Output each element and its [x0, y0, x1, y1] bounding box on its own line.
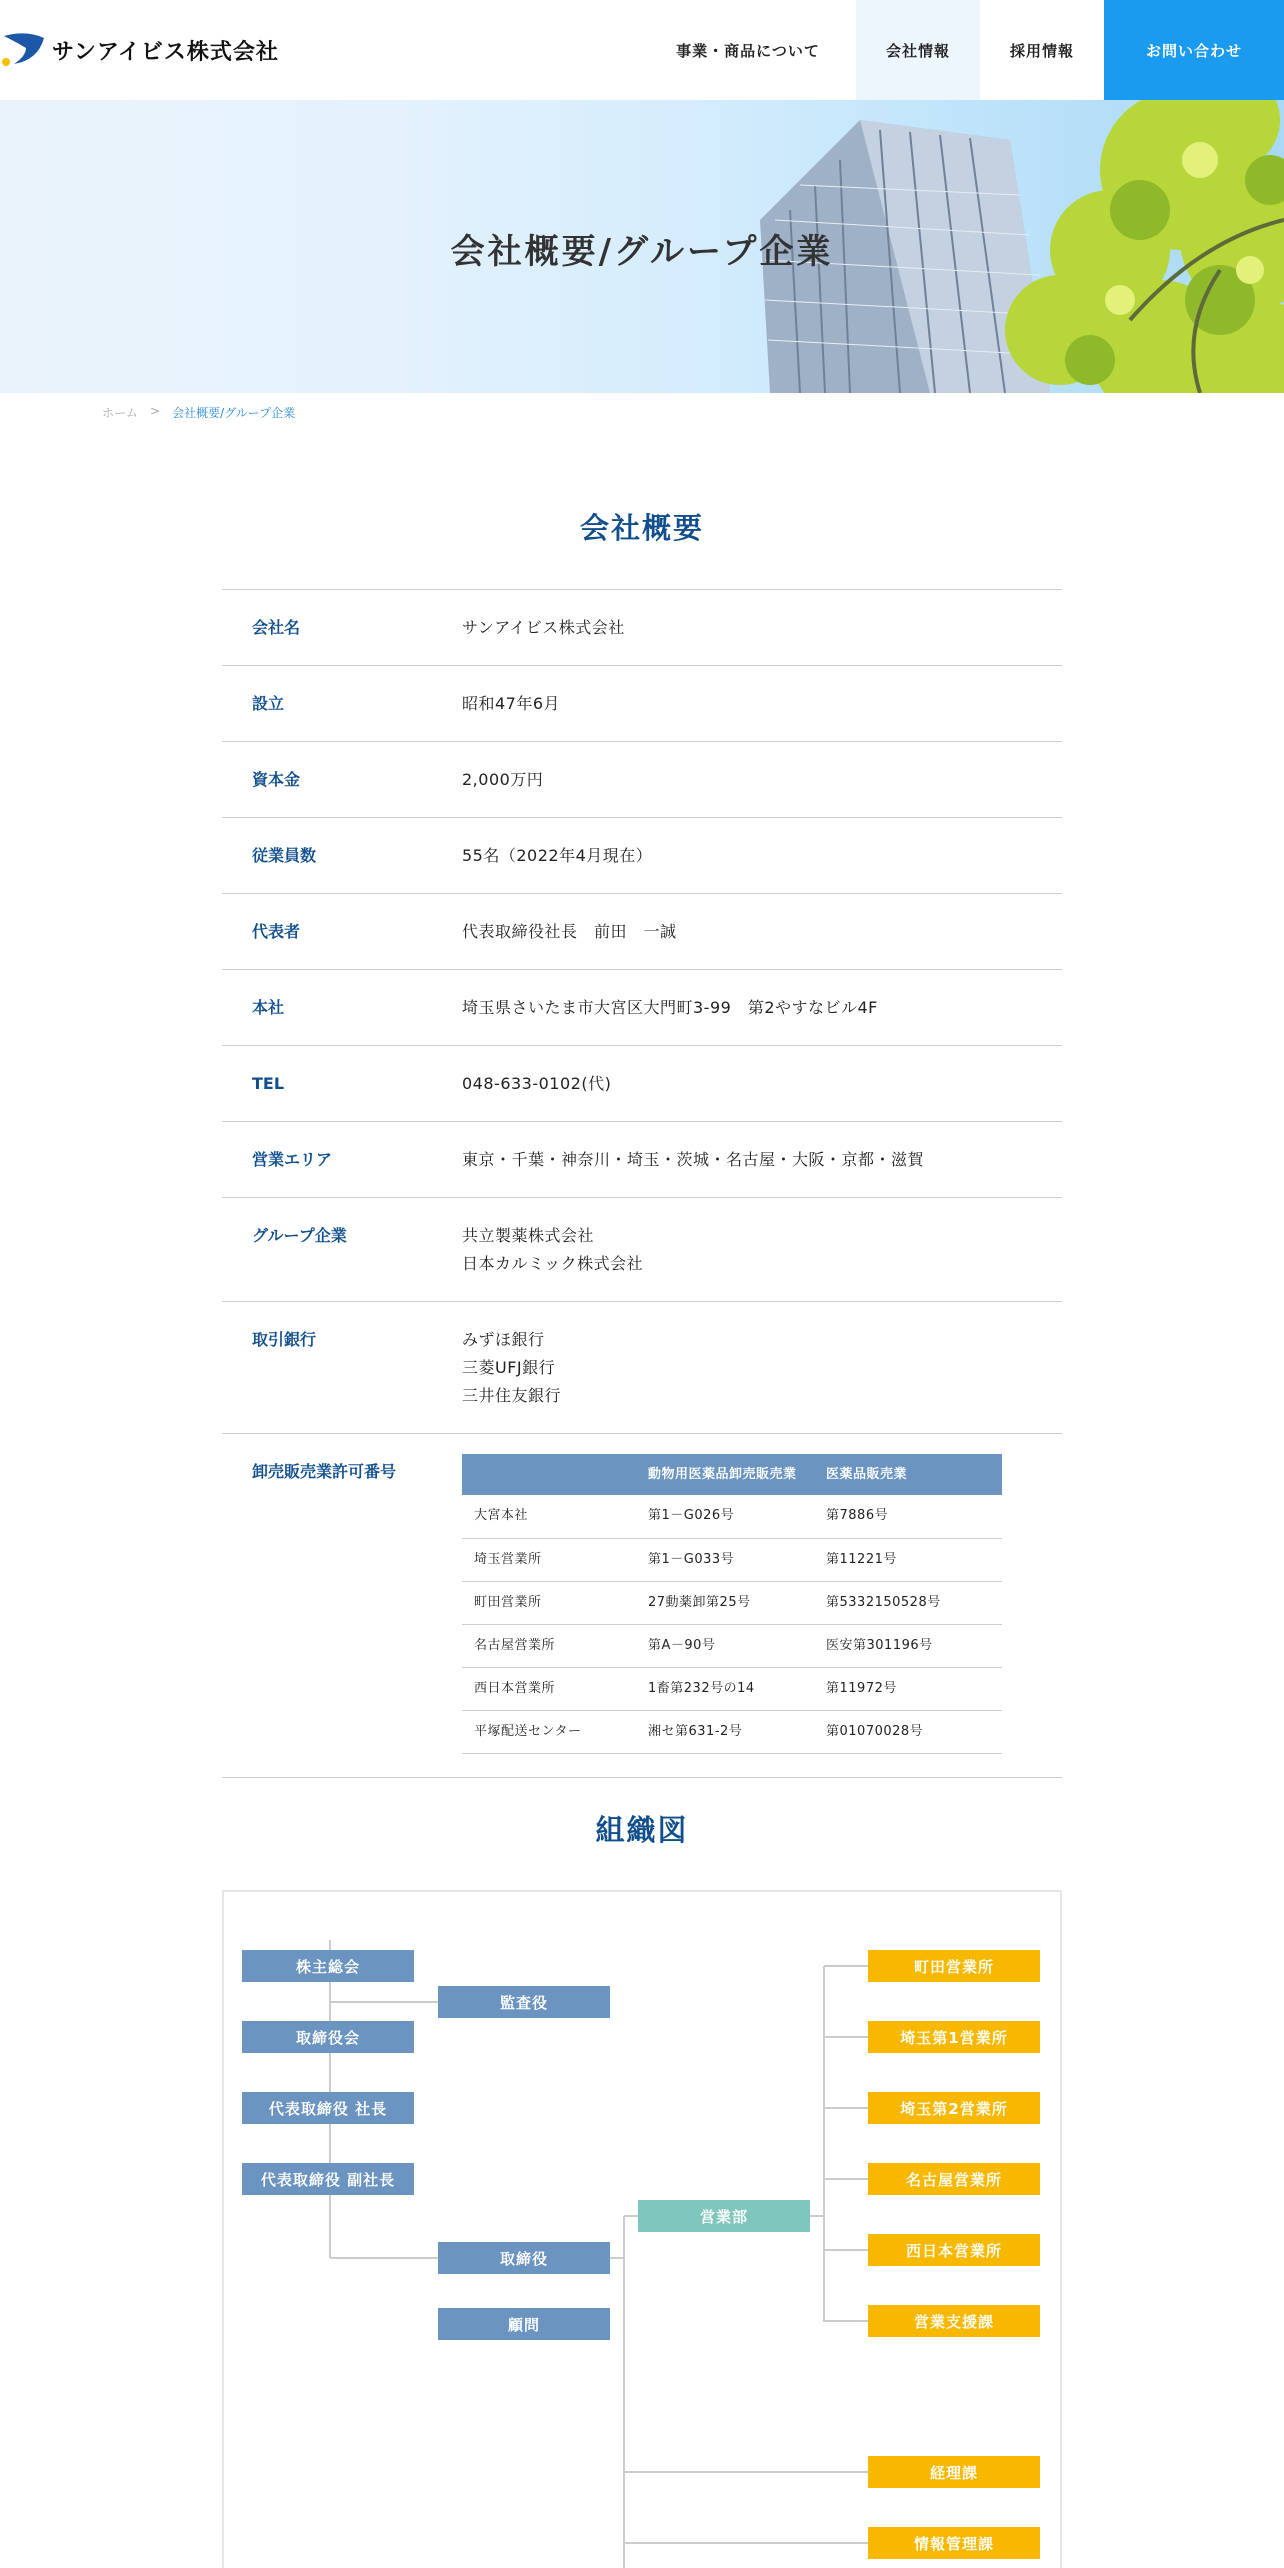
hero-banner	[0, 100, 1284, 393]
org-box-advisor: 顧問	[438, 2308, 610, 2340]
license-cell: 医安第301196号	[814, 1624, 1002, 1667]
license-cell: 西日本営業所	[462, 1667, 636, 1710]
company-row	[222, 742, 1062, 818]
value-line: 日本カルミック株式会社	[462, 1254, 644, 1273]
row-value	[462, 1458, 1062, 1757]
page-title: 会社概要/グループ企業	[450, 232, 834, 272]
row-label: 本社	[252, 998, 285, 1017]
org-box-branch: 営業支援課	[868, 2305, 1040, 2337]
org-box-branch: 埼玉第1営業所	[868, 2021, 1040, 2053]
license-header-cell	[462, 1454, 636, 1495]
org-box-president: 代表取締役 社長	[242, 2092, 414, 2124]
value-line: 埼玉県さいたま市大宮区大門町3-99 第2やすなビル4F	[462, 998, 878, 1017]
row-value	[462, 1326, 1062, 1410]
license-cell: 27動薬卸第25号	[636, 1581, 814, 1624]
license-cell: 第7886号	[814, 1495, 1002, 1538]
row-label: 営業エリア	[252, 1150, 333, 1169]
row-value	[462, 1222, 1062, 1278]
license-cell: 埼玉営業所	[462, 1538, 636, 1581]
nav-company[interactable]: 会社情報	[856, 0, 980, 100]
license-cell: 第A－90号	[636, 1624, 814, 1667]
license-cell: 湘セ第631-2号	[636, 1710, 814, 1753]
org-box-director: 取締役	[438, 2242, 610, 2274]
company-row	[222, 590, 1062, 666]
company-row	[222, 894, 1062, 970]
row-label: グループ企業	[252, 1226, 347, 1245]
company-row	[222, 1122, 1062, 1198]
value-line: 共立製薬株式会社	[462, 1226, 595, 1245]
org-box-board: 取締役会	[242, 2021, 414, 2053]
row-label: 従業員数	[252, 846, 317, 865]
row-label: 卸売販売業許可番号	[252, 1462, 397, 1481]
org-section-title: 組織図	[595, 1813, 689, 1847]
nav-contact-button[interactable]: お問い合わせ	[1104, 0, 1284, 100]
license-row	[462, 1667, 1002, 1710]
license-header-row	[462, 1454, 1002, 1495]
org-box-shareholders: 株主総会	[242, 1950, 414, 1982]
company-row	[222, 1302, 1062, 1434]
logo[interactable]	[0, 28, 279, 72]
breadcrumb-separator: >	[150, 404, 161, 418]
license-header-cell: 医薬品販売業	[814, 1454, 1002, 1495]
row-label: 資本金	[252, 770, 301, 789]
org-box-info-management: 情報管理課	[868, 2527, 1040, 2559]
breadcrumb-home[interactable]: ホーム	[102, 406, 139, 420]
row-label: 会社名	[252, 618, 301, 637]
row-label: TEL	[252, 1074, 285, 1093]
org-box-branch: 町田営業所	[868, 1950, 1040, 1982]
company-row	[222, 1046, 1062, 1122]
company-row	[222, 970, 1062, 1046]
license-cell: 第1－G033号	[636, 1538, 814, 1581]
license-row	[462, 1624, 1002, 1667]
company-section-title: 会社概要	[579, 511, 704, 545]
value-line: 三菱UFJ銀行	[462, 1358, 556, 1377]
company-table	[222, 589, 1062, 1778]
license-cell: 町田営業所	[462, 1581, 636, 1624]
company-row-license	[222, 1434, 1062, 1778]
org-box-branch: 埼玉第2営業所	[868, 2092, 1040, 2124]
value-line: みずほ銀行	[462, 1330, 545, 1349]
org-box-vice-president: 代表取締役 副社長	[242, 2163, 414, 2195]
breadcrumb	[102, 404, 295, 421]
row-value	[462, 1070, 1062, 1098]
license-header-cell: 動物用医薬品卸売販売業	[636, 1454, 814, 1495]
row-label: 設立	[252, 694, 285, 713]
row-value	[462, 842, 1062, 870]
license-table	[462, 1454, 1002, 1754]
row-value	[462, 614, 1062, 642]
license-cell: 第11972号	[814, 1667, 1002, 1710]
company-row	[222, 1198, 1062, 1302]
row-label: 取引銀行	[252, 1330, 317, 1349]
value-line: 2,000万円	[462, 770, 544, 789]
org-box-accounting: 経理課	[868, 2456, 1040, 2488]
license-cell: 平塚配送センター	[462, 1710, 636, 1753]
value-line: 048-633-0102(代)	[462, 1074, 612, 1093]
value-line: 代表取締役社長 前田 一誠	[462, 922, 677, 941]
license-cell: 名古屋営業所	[462, 1624, 636, 1667]
license-cell: 第5332150528号	[814, 1581, 1002, 1624]
org-chart	[222, 1890, 1062, 2568]
org-box-branch: 名古屋営業所	[868, 2163, 1040, 2195]
row-value	[462, 918, 1062, 946]
row-value	[462, 994, 1062, 1022]
org-box-sales-dept: 営業部	[638, 2200, 810, 2232]
row-value	[462, 690, 1062, 718]
row-value	[462, 766, 1062, 794]
main-nav	[640, 0, 1284, 100]
nav-business[interactable]: 事業・商品について	[676, 41, 820, 60]
license-cell: 第1－G026号	[636, 1495, 814, 1538]
value-line: 昭和47年6月	[462, 694, 561, 713]
value-line: 55名（2022年4月現在）	[462, 846, 653, 865]
license-row	[462, 1581, 1002, 1624]
license-cell: 第11221号	[814, 1538, 1002, 1581]
license-cell: 第01070028号	[814, 1710, 1002, 1753]
license-cell: 1畜第232号の14	[636, 1667, 814, 1710]
breadcrumb-current: 会社概要/グループ企業	[172, 406, 296, 420]
logo-mark-icon	[0, 30, 48, 70]
license-row	[462, 1495, 1002, 1538]
nav-recruit[interactable]: 採用情報	[1009, 41, 1074, 60]
row-label: 代表者	[252, 922, 301, 941]
site-header	[0, 0, 1284, 100]
row-value	[462, 1146, 1062, 1174]
value-line: 三井住友銀行	[462, 1386, 562, 1405]
company-row	[222, 666, 1062, 742]
company-row	[222, 818, 1062, 894]
value-line: サンアイビス株式会社	[462, 618, 625, 637]
license-cell: 大宮本社	[462, 1495, 636, 1538]
license-row	[462, 1538, 1002, 1581]
org-box-branch: 西日本営業所	[868, 2234, 1040, 2266]
value-line: 東京・千葉・神奈川・埼玉・茨城・名古屋・大阪・京都・滋賀	[462, 1150, 925, 1169]
logo-text: サンアイビス株式会社	[52, 39, 279, 65]
license-row	[462, 1710, 1002, 1753]
org-box-auditor: 監査役	[438, 1986, 610, 2018]
